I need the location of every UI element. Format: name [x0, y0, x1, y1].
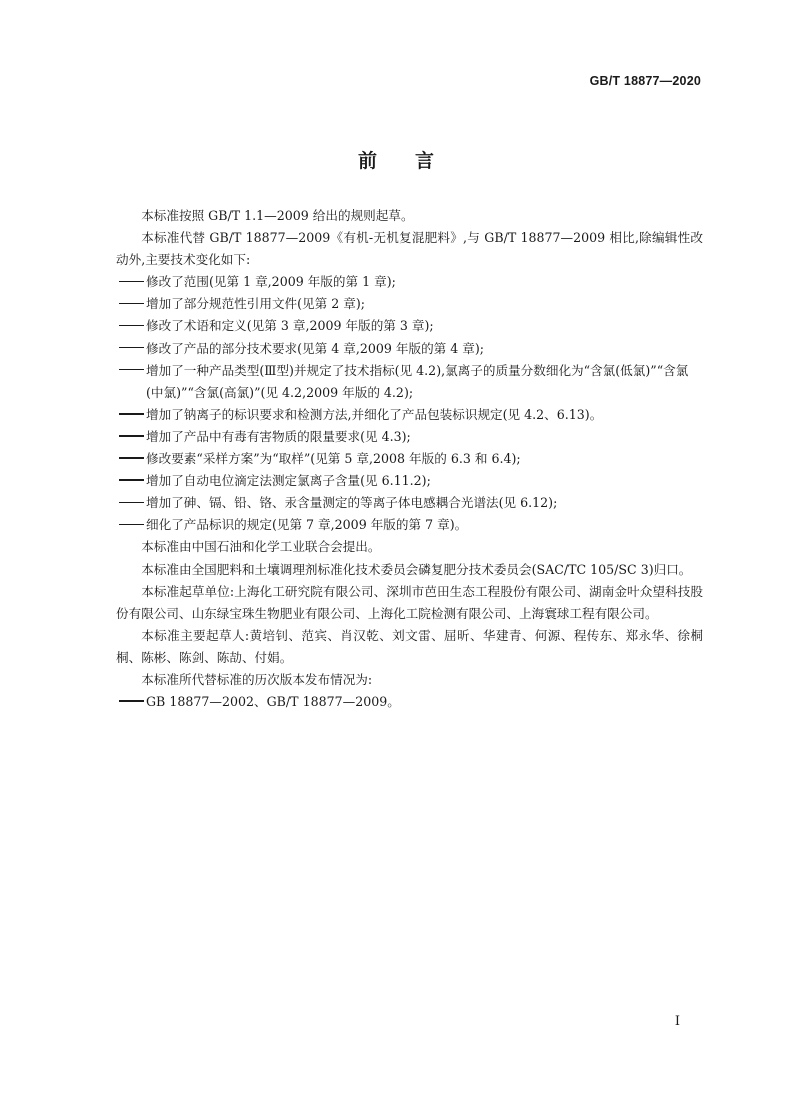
dash-mark	[119, 271, 146, 293]
paragraph-drafting-units: 本标准起草单位:上海化工研究院有限公司、深圳市芭田生态工程股份有限公司、湖南金叶众望科技股份有限公司、山东绿宝珠生物肥业有限公司、上海化工院检测有限公司、上海寰球工程有限公司。	[116, 583, 703, 621]
change-item	[119, 338, 703, 360]
change-text: 细化了产品标识的规定(见第 7 章,2009 年版的第 7 章)。	[146, 517, 468, 533]
dash-mark	[119, 492, 146, 514]
dash-mark	[119, 426, 146, 448]
change-text: 增加了产品中有毒有害物质的限量要求(见 4.3);	[146, 428, 411, 444]
change-item	[119, 271, 703, 293]
change-text: 增加了部分规范性引用文件(见第 2 章);	[146, 296, 365, 312]
change-text: 增加了自动电位滴定法测定氯离子含量(见 6.11.2);	[146, 473, 431, 489]
paragraph-drafters: 本标准主要起草人:黄培钊、范宾、肖汉乾、刘文雷、屈昕、华建青、何源、程传东、郑永华、徐桐桐、陈彬、陈剑、陈劼、付娟。	[116, 627, 703, 665]
dash-mark	[119, 315, 146, 337]
dash-mark	[119, 360, 146, 382]
paragraph-replacement: 本标准代替 GB/T 18877—2009《有机-无机复混肥料》,与 GB/T 18877—2009 相比,除编辑性改动外,主要技术变化如下:	[116, 230, 703, 268]
change-item	[119, 470, 703, 492]
page-number: I	[674, 1014, 680, 1029]
change-item	[119, 293, 703, 315]
change-item	[119, 448, 703, 470]
dash-mark	[119, 448, 146, 470]
title-char-2: 言	[415, 150, 435, 172]
change-item	[119, 360, 703, 404]
paragraph-technical-committee: 本标准由全国肥料和土壤调理剂标准化技术委员会磷复肥分技术委员会(SAC/TC 105/SC 3)归口。	[141, 561, 692, 577]
change-item	[119, 315, 703, 337]
page-title	[0, 146, 792, 173]
change-text: 增加了一种产品类型(Ⅲ型)并规定了技术指标(见 4.2),氯离子的质量分数细化为“含氯(低氯)”“含氯(中氯)”“含氯(高氯)”(见 4.2,2009 年版的 4.2);	[146, 362, 689, 400]
dash-mark	[119, 338, 146, 360]
dash-mark	[119, 293, 146, 315]
history-item	[119, 691, 703, 713]
change-text: 增加了砷、镉、铅、铬、汞含量测定的等离子体电感耦合光谱法(见 6.12);	[146, 495, 558, 511]
history-text: GB 18877—2002、GB/T 18877—2009。	[146, 694, 400, 710]
change-item	[119, 492, 703, 514]
change-item	[119, 426, 703, 448]
change-text: 修改了产品的部分技术要求(见第 4 章,2009 年版的第 4 章);	[146, 340, 485, 356]
title-char-1: 前	[357, 150, 377, 172]
dash-mark	[119, 470, 146, 492]
dash-mark	[119, 514, 146, 536]
dash-mark	[119, 691, 146, 713]
change-item	[119, 514, 703, 536]
standard-code: GB/T 18877—2020	[589, 74, 701, 88]
dash-mark	[119, 404, 146, 426]
paragraph-proposer: 本标准由中国石油和化学工业联合会提出。	[141, 539, 381, 555]
foreword-body	[116, 205, 703, 713]
change-text: 增加了钠离子的标识要求和检测方法,并细化了产品包装标识规定(见 4.2、6.13)。	[146, 406, 603, 422]
paragraph-history: 本标准所代替标准的历次版本发布情况为:	[141, 671, 373, 687]
change-text: 修改了术语和定义(见第 3 章,2009 年版的第 3 章);	[146, 318, 434, 334]
paragraph-drafting-rules: 本标准按照 GB/T 1.1—2009 给出的规则起草。	[141, 208, 414, 223]
change-item	[119, 404, 703, 426]
change-text: 修改了范围(见第 1 章,2009 年版的第 1 章);	[146, 274, 396, 290]
change-text: 修改要素“采样方案”为“取样”(见第 5 章,2008 年版的 6.3 和 6.4);	[146, 451, 521, 467]
